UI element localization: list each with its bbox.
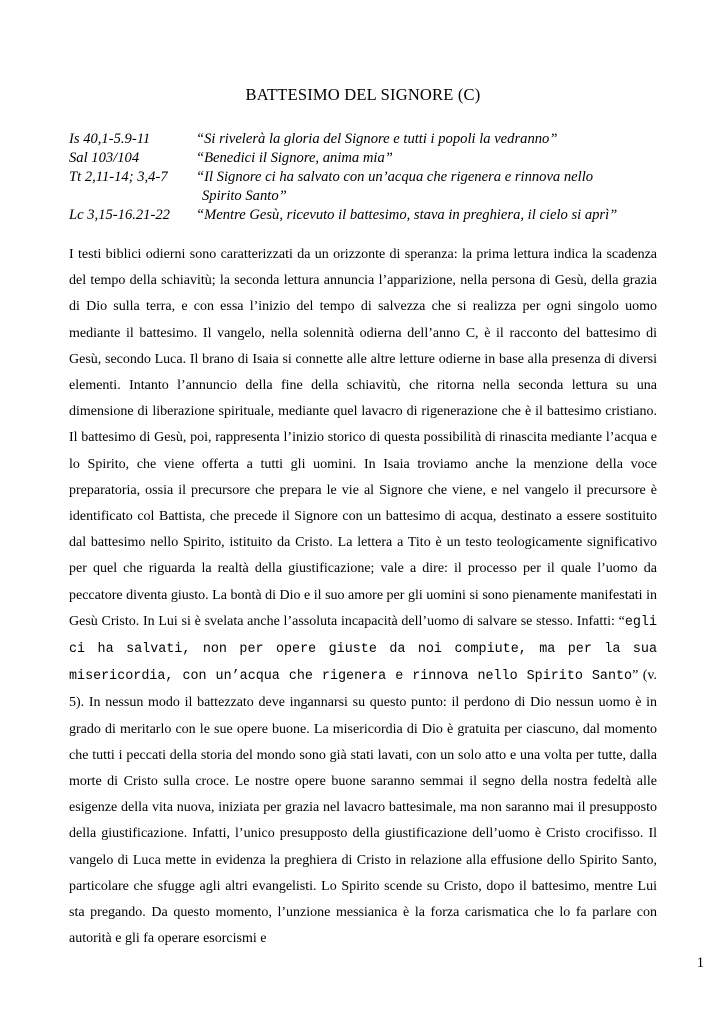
scripture-quote-mono: egli ci ha salvati, non per opere giuste da noi compiute, ma per la sua misericordia, con un’acqua che rigenera e rinnova nello Spirito Santo — [69, 614, 657, 685]
body-paragraph — [69, 242, 657, 952]
reading-quote — [196, 168, 657, 206]
reading-reference: Sal 103/104 — [69, 150, 140, 166]
reading-row — [69, 168, 657, 206]
reading-quote: “Si rivelerà la gloria del Signore e tutti i popoli la vedranno” — [196, 131, 558, 147]
reading-row — [69, 206, 657, 225]
readings-list — [69, 130, 657, 225]
reading-reference: Lc 3,15-16.21-22 — [69, 207, 170, 223]
reading-quote: “Benedici il Signore, anima mia” — [196, 150, 393, 166]
reading-row — [69, 149, 657, 168]
reading-reference: Tt 2,11-14; 3,4-7 — [69, 169, 168, 185]
reading-reference: Is 40,1-5.9-11 — [69, 131, 151, 147]
reading-quote: “Mentre Gesù, ricevuto il battesimo, stava in preghiera, il cielo si aprì” — [196, 207, 618, 223]
page-title: BATTESIMO DEL SIGNORE (C) — [245, 85, 481, 104]
reading-quote-line2: Spirito Santo” — [202, 188, 287, 204]
reading-row — [69, 130, 657, 149]
body-text-tail: ” (v. 5). In nessun modo il battezzato deve ingannarsi su questo punto: il perdono di Dio nessun uomo è in grado di meritarlo con le sue opere buone. La misericordia di Dio è gratuita per ciascuno, dal momento che tutti i peccati della storia del mondo sono già stati lavati, con un solo atto e una volta per tutte, dalla morte di Cristo sulla croce. Le nostre opere buone saranno semmai il segno della nostra fedeltà alle esigenze della vita nuova, iniziata per grazia nel lavacro battesimale, ma non saranno mai il presupposto della giustificazione. Infatti, l’unico presupposto della giustificazione dell’uomo è Cristo crocifisso. Il vangelo di Luca mette in evidenza la preghiera di Cristo in relazione alla effusione dello Spirito Santo, particolare che sfugge agli altri evangelisti. Lo Spirito scende su Cristo, dopo il battesimo, mentre Lui sta pregando. Da questo momento, l’unzione messianica è la forza carismatica che lo fa parlare con autorità e gli fa operare esorcismi e — [69, 668, 658, 947]
page-number: 1 — [696, 955, 704, 971]
reading-quote-line1: “Il Signore ci ha salvato con un’acqua che rigenera e rinnova nello — [196, 169, 594, 185]
body-text-lead: I testi biblici odierni sono caratterizzati da un orizzonte di speranza: la prima lettura indica la scadenza del tempo della schiavitù; la seconda lettura annuncia l’apparizione, nella persona di Gesù, della grazia di Dio sulla terra, e con essa l’inizio del tempo di salvezza che si realizza per ogni singolo uomo mediante il battesimo. Il vangelo, nella solennità odierna dell’anno C, è il racconto del battesimo di Gesù, secondo Luca. Il brano di Isaia si connette alle altre letture odierne in base alla presenza di diversi elementi. Intanto l’annuncio della fine della schiavitù, che ritorna nella seconda lettura su una dimensione di liberazione spirituale, mediante quel lavacro di rigenerazione che è il battesimo cristiano. Il battesimo di Gesù, poi, rappresenta l’inizio storico di questa possibilità di rinascita mediante l’acqua e lo Spirito, che viene offerta a tutti gli uomini. In Isaia troviamo anche la menzione della voce preparatoria, ossia il precursore che prepara le vie al Signore che viene, e nel vangelo il precursore è identificato col Battista, che precede il Signore con un battesimo di acqua, destinato a essere sostituito dal battesimo nello Spirito, istituito da Cristo. La lettera a Tito è un testo teologicamente significativo per quel che riguarda la realtà della giustificazione; vale a dire: il processo per il quale l’uomo da peccatore diventa giusto. La bontà di Dio e il suo amore per gli uomini si sono pienamente manifestati in Gesù Cristo. In Lui si è svelata anche l’assoluta incapacità dell’uomo di salvare se stesso. Infatti: “ — [69, 247, 657, 629]
